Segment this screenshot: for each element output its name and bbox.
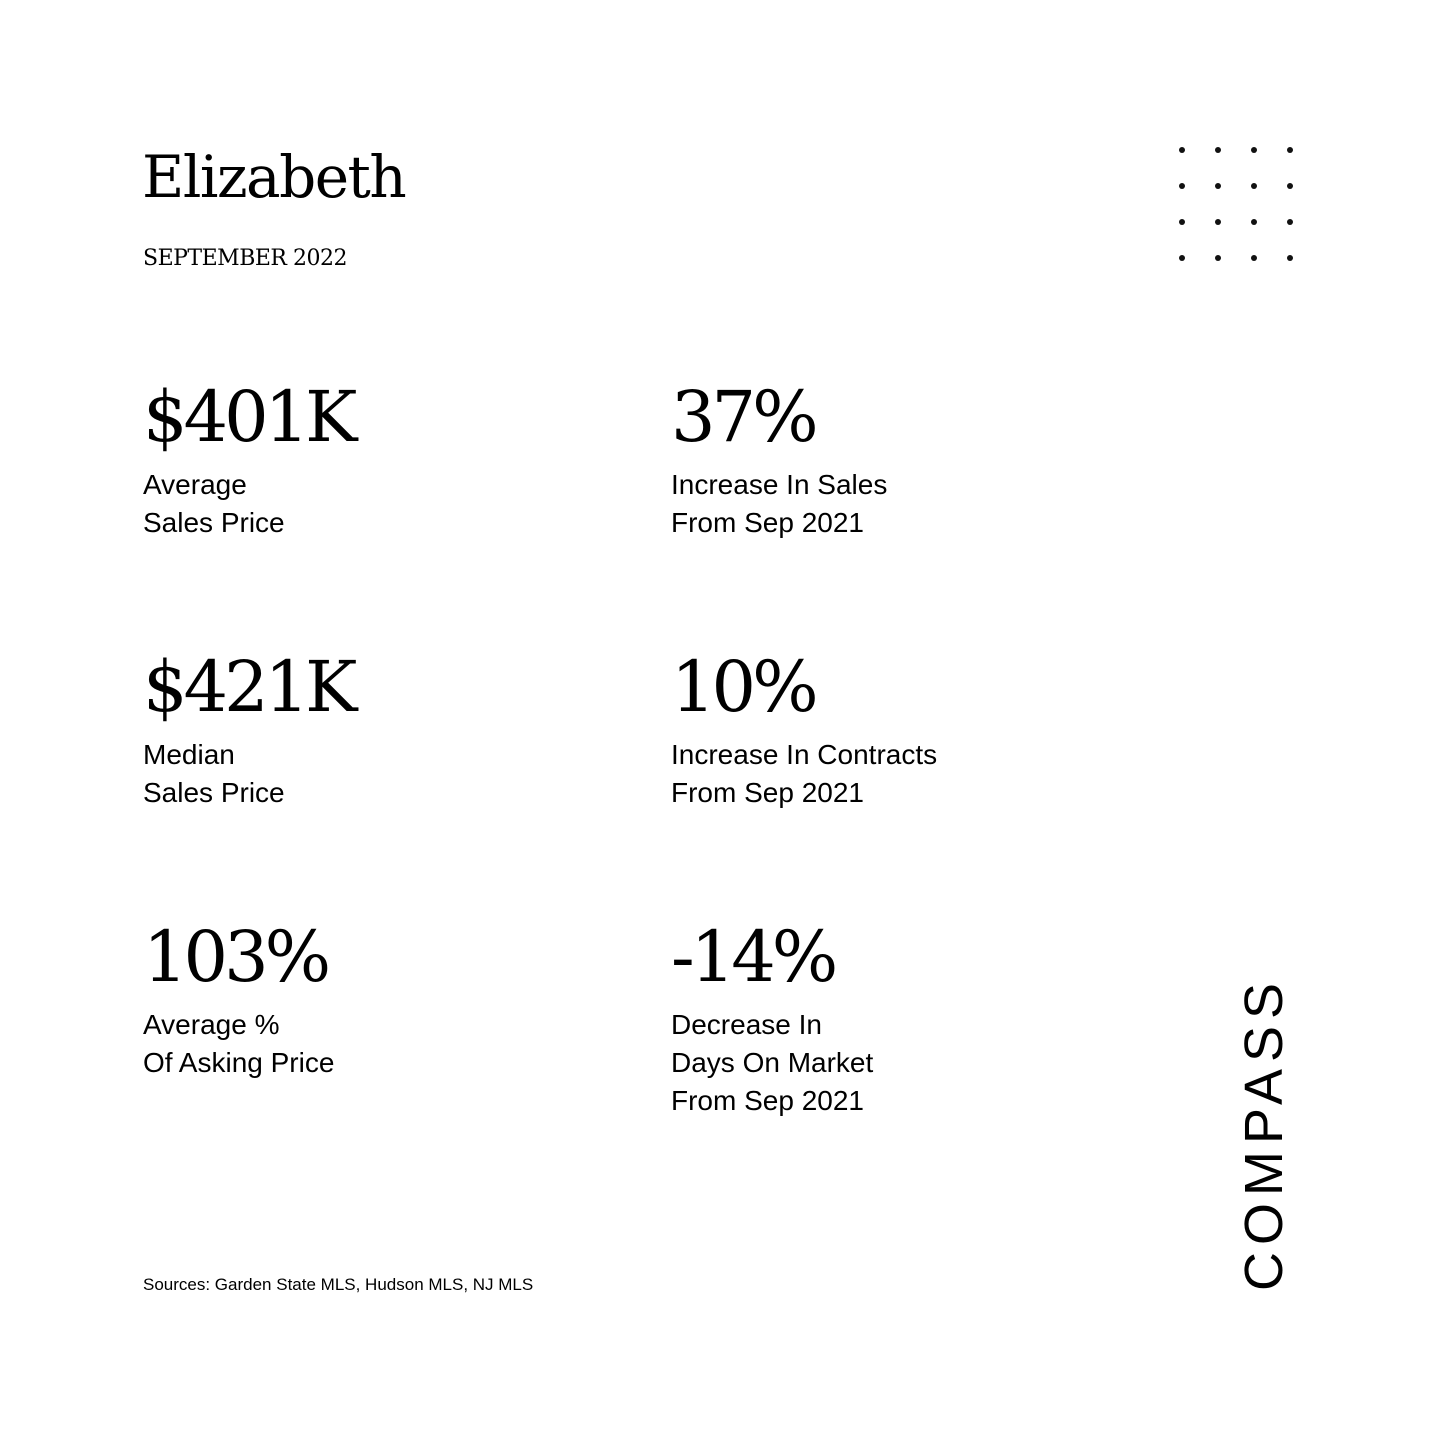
decorative-dot [1215, 183, 1221, 189]
decorative-dot [1215, 219, 1221, 225]
decorative-dot [1215, 255, 1221, 261]
stat-days-on-market [671, 916, 874, 1120]
stat-increase-in-contracts [671, 646, 938, 812]
decorative-dot [1287, 219, 1293, 225]
stat-value: 10% [671, 646, 815, 728]
dot-grid-decoration [1176, 145, 1298, 265]
logo-text: COMPASS [1234, 975, 1294, 1291]
stat-median-sales-price [143, 646, 354, 812]
stat-label: Average Sales Price [143, 469, 285, 538]
decorative-dot [1179, 219, 1185, 225]
decorative-dot [1179, 255, 1185, 261]
decorative-dot [1251, 219, 1257, 225]
decorative-dot [1251, 147, 1257, 153]
decorative-dot [1287, 147, 1293, 153]
decorative-dot [1179, 147, 1185, 153]
stat-value: 103% [143, 916, 328, 998]
stat-average-percent-of-asking [143, 916, 335, 1082]
stat-label: Increase In Sales From Sep 2021 [671, 469, 888, 538]
decorative-dot [1287, 183, 1293, 189]
stat-value: $421K [143, 646, 354, 728]
page-title: Elizabeth [142, 143, 406, 211]
stat-increase-in-sales [671, 376, 888, 542]
stat-label: Decrease In Days On Market From Sep 2021 [671, 1009, 874, 1116]
decorative-dot [1251, 183, 1257, 189]
stat-label: Median Sales Price [143, 739, 285, 808]
decorative-dot [1179, 183, 1185, 189]
stat-value: $401K [143, 376, 354, 458]
decorative-dot [1251, 255, 1257, 261]
sources-note: Sources: Garden State MLS, Hudson MLS, NJ MLS [143, 1275, 534, 1294]
stat-label: Average % Of Asking Price [143, 1009, 335, 1078]
report-date: SEPTEMBER 2022 [143, 246, 347, 271]
stat-label: Increase In Contracts From Sep 2021 [671, 739, 938, 808]
stat-value: 37% [671, 376, 815, 458]
compass-logo [1234, 955, 1294, 1295]
stat-value: -14% [671, 916, 835, 998]
decorative-dot [1287, 255, 1293, 261]
decorative-dot [1215, 147, 1221, 153]
stat-average-sales-price [143, 376, 354, 542]
